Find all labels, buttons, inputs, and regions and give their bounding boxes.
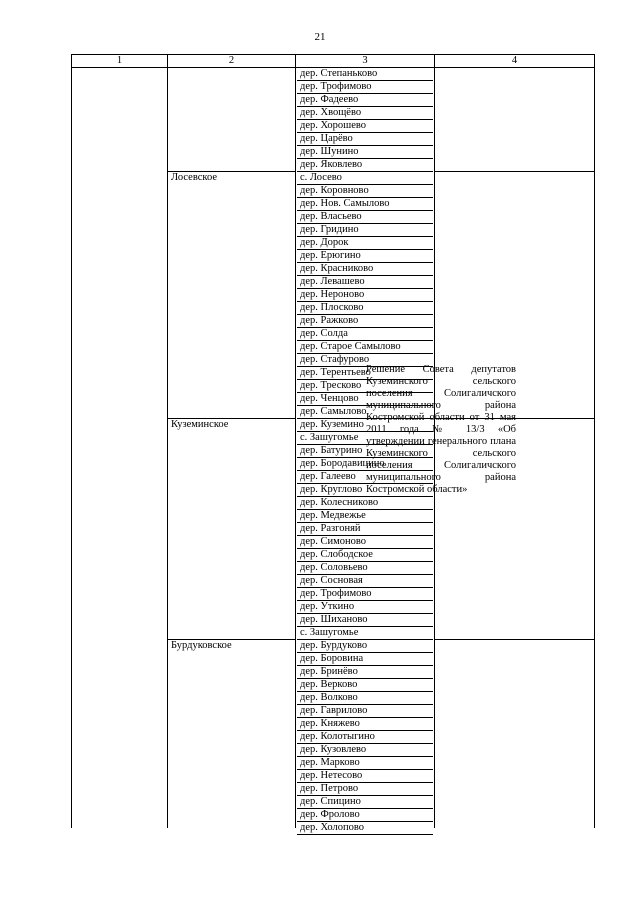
village-cell: дер. Бринёво: [297, 666, 433, 679]
village-cell: дер. Нов. Самылово: [297, 198, 433, 211]
village-cell: дер. Соловьево: [297, 562, 433, 575]
column-header-2: 2: [228, 55, 235, 66]
village-cell: дер. Галеево: [297, 471, 433, 484]
village-cell: дер. Ражково: [297, 315, 433, 328]
village-cell: дер. Царёво: [297, 133, 433, 146]
village-cell: с. Зашугомье: [297, 432, 433, 445]
village-cell: дер. Куземино: [297, 419, 433, 432]
village-cell: дер. Симоново: [297, 536, 433, 549]
village-cell: дер. Солда: [297, 328, 433, 341]
village-cell: дер. Холопово: [297, 822, 433, 835]
group-divider: [434, 639, 595, 640]
village-cell: дер. Гридино: [297, 224, 433, 237]
village-cell: дер. Батурино: [297, 445, 433, 458]
page-number: 21: [314, 31, 326, 43]
village-cell: дер. Верково: [297, 679, 433, 692]
village-cell: дер. Трофимово: [297, 588, 433, 601]
settlement-name: Бурдуковское: [171, 640, 232, 651]
village-cell: дер. Колесниково: [297, 497, 433, 510]
village-cell: дер. Ерюгино: [297, 250, 433, 263]
village-cell: дер. Княжево: [297, 718, 433, 731]
village-cell: дер. Бородавицино: [297, 458, 433, 471]
village-cell: дер. Самылово: [297, 406, 433, 419]
village-cell: дер. Нетесово: [297, 770, 433, 783]
village-cell: дер. Шунино: [297, 146, 433, 159]
village-cell: дер. Дорок: [297, 237, 433, 250]
village-cell: дер. Петрово: [297, 783, 433, 796]
village-cell: с. Зашугомье: [297, 627, 433, 640]
column-header-3: 3: [362, 55, 368, 66]
village-cell: дер. Фролово: [297, 809, 433, 822]
village-cell: дер. Сосновая: [297, 575, 433, 588]
group-divider: [434, 171, 595, 172]
village-cell: дер. Красниково: [297, 263, 433, 276]
village-cell: дер. Тресково: [297, 380, 433, 393]
village-cell: дер. Плосково: [297, 302, 433, 315]
village-cell: дер. Терентьево: [297, 367, 433, 380]
village-cell: дер. Медвежье: [297, 510, 433, 523]
village-cell: дер. Разгоняй: [297, 523, 433, 536]
village-cell: дер. Кузовлево: [297, 744, 433, 757]
village-cell: дер. Спицино: [297, 796, 433, 809]
village-cell: дер. Гаврилово: [297, 705, 433, 718]
village-cell: дер. Волково: [297, 692, 433, 705]
village-cell: дер. Боровина: [297, 653, 433, 666]
village-cell: дер. Слободское: [297, 549, 433, 562]
village-cell: дер. Нероново: [297, 289, 433, 302]
village-cell: дер. Степаньково: [297, 68, 433, 81]
village-cell: дер. Ченцово: [297, 393, 433, 406]
village-cell: дер. Стафурово: [297, 354, 433, 367]
decision-text: Решение Совета депутатов Куземинского сельского поселения Солигаличского муниципального района Костромской области от 31 мая 2011 года № 13/3 «Об утверждении генерального плана Куземинского сельского поселения Солигаличского муниципального района Костромской области»: [366, 364, 516, 495]
village-cell: дер. Трофимово: [297, 81, 433, 94]
village-cell: дер. Левашево: [297, 276, 433, 289]
village-cell: дер. Хорошево: [297, 120, 433, 133]
village-cell: дер. Колотыгино: [297, 731, 433, 744]
village-cell: дер. Марково: [297, 757, 433, 770]
village-cell: дер. Хвощёво: [297, 107, 433, 120]
settlement-name: Куземинское: [171, 419, 229, 430]
column-divider: [295, 55, 296, 828]
village-cell: дер. Круглово: [297, 484, 433, 497]
column-header-1: 1: [116, 55, 123, 66]
village-cell: дер. Власьево: [297, 211, 433, 224]
village-cell: дер. Старое Самылово: [297, 341, 433, 354]
village-cell: дер. Яковлево: [297, 159, 433, 172]
settlement-name: Лосевское: [171, 172, 217, 183]
column-header-4: 4: [511, 55, 518, 66]
village-cell: дер. Коровново: [297, 185, 433, 198]
settlements-table: [71, 54, 595, 833]
village-cell: дер. Уткино: [297, 601, 433, 614]
village-cell: дер. Бурдуково: [297, 640, 433, 653]
village-cell: с. Лосево: [297, 172, 433, 185]
village-cell: дер. Фадеево: [297, 94, 433, 107]
village-cell: дер. Шиханово: [297, 614, 433, 627]
